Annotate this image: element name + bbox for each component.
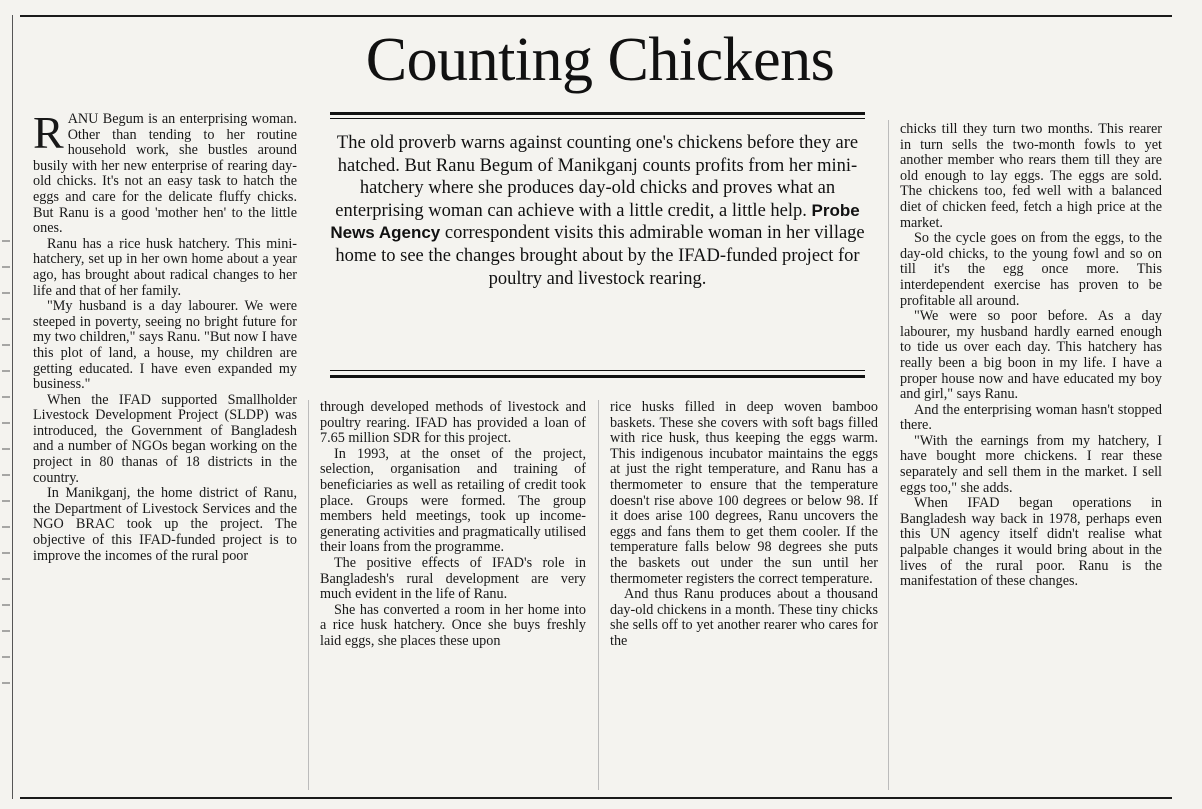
- column4-paragraph-1: chicks till they turn two months. This rearer in turn sells the two-month fowls to yet another member who rears them till they are old enough to lay eggs. The eggs are sold. The chickens too, fed well with a balanced diet of chicken feed, fetch a high price at the market.: [900, 121, 1162, 231]
- page-left-margin-line: [12, 15, 13, 799]
- column-gutter-1: [308, 400, 309, 790]
- deck-rule-bottom-thin: [330, 370, 865, 371]
- article-deck: [330, 132, 865, 290]
- column4-paragraph-3: "We were so poor before. As a day labourer, my husband hardly earned enough to tide us over each day. This hatchery has really been a big boon in my life. I have a proper house now and have educated my boy and girl," says Ranu.: [900, 308, 1162, 403]
- column3-paragraph-1: rice husks filled in deep woven bamboo baskets. These she covers with soft bags filled with rice husk, thus keeping the eggs warm. This indigenous incubator maintains the eggs at just the right temperature, and Ranu has a thermometer to ensure that the temperature doesn't rise above 100 degrees or below 98. If it does arise 100 degrees, Ranu uncovers the eggs and fans them to get them cooler. If the temperature falls below 98 degrees she puts the baskets out under the sun until her thermometer registers the correct temperature.: [610, 399, 878, 587]
- column2-paragraph-3: The positive effects of IFAD's role in Bangladesh's rural development are very much evident in the life of Ranu.: [320, 554, 586, 603]
- column4-paragraph-4: And the enterprising woman hasn't stopped there.: [900, 401, 1162, 434]
- column3-paragraph-2: And thus Ranu produces about a thousand day-old chickens in a month. These tiny chicks she sells off to yet another rearer who cares for the: [610, 586, 878, 649]
- article-column-4: [900, 122, 1162, 590]
- column-gutter-2: [598, 400, 599, 790]
- deck-agency-name: Probe News Agency: [330, 200, 860, 243]
- column1-paragraph-4: When the IFAD supported Smallholder Livestock Development Project (SLDP) was introduced, the Government of Bangladesh and a number of NGOs began working on the project in 80 thanas of 18 districts in the country.: [33, 391, 297, 486]
- top-rule: [20, 15, 1172, 17]
- article-column-1: [33, 107, 297, 564]
- article-headline: Counting Chickens: [365, 26, 835, 94]
- drop-cap: R: [33, 107, 64, 158]
- adjacent-column-residue: [2, 240, 10, 700]
- deck-text-tail: correspondent visits this admirable woman in her village home to see the changes brought about by the IFAD-funded project for poultry and livestock rearing.: [335, 223, 865, 289]
- column2-paragraph-2: In 1993, at the onset of the project, selection, organisation and training of beneficiaries as well as retailing of credit took place. Groups were formed. The group members held meetings, took up income-generating activities and pragmatically utilised their loans from the programme.: [320, 445, 586, 556]
- deck-rule-bottom-thick: [330, 375, 865, 378]
- column4-paragraph-5: "With the earnings from my hatchery, I have bought more chickens. I rear these separately and sell them in the market. I sell eggs too," she adds.: [900, 432, 1162, 496]
- deck-rule-top-thin: [330, 118, 865, 119]
- column4-paragraph-2: So the cycle goes on from the eggs, to the day-old chicks, to the young fowl and so on till it's the egg once more. This interdependent exercise has proven to be profitable all around.: [900, 230, 1162, 309]
- article-column-3: [610, 400, 878, 650]
- bottom-rule: [20, 797, 1172, 799]
- column1-paragraph-1: [33, 107, 297, 237]
- deck-rule-top-thick: [330, 112, 865, 115]
- column1-paragraph-3: "My husband is a day labourer. We were steeped in poverty, seeing no bright future for my two children," says Ranu. "But now I have this plot of land, a house, my children are getting educated. I have even expanded my business.": [33, 298, 297, 393]
- column-gutter-3: [888, 120, 889, 790]
- column2-paragraph-4: She has converted a room in her home into a rice husk hatchery. Once she buys freshly laid eggs, she places these upon: [320, 601, 586, 649]
- column1-paragraph-1-text: ANU Begum is an enterprising woman. Other than tending to her routine household work, she bustles around busily with her new enterprise of rearing day-old chicks. It's not an easy task to hatch the eggs and care for the delicate fluffy chicks. But Ranu is a good 'mother hen' to the little ones.: [33, 111, 297, 237]
- column1-paragraph-2: Ranu has a rice husk hatchery. This mini-hatchery, set up in her own home about a year ago, has brought about radical changes to her life and that of her family.: [33, 235, 297, 299]
- column4-paragraph-6: When IFAD began operations in Bangladesh way back in 1978, perhaps even this UN agency itself didn't realise what palpable changes it would bring about in the lives of the rural poor. Ranu is the manifestation of these changes.: [900, 495, 1162, 590]
- column2-paragraph-1: through developed methods of livestock and poultry rearing. IFAD has provided a loan of 7.65 million SDR for this project.: [320, 399, 586, 447]
- column1-paragraph-5: In Manikganj, the home district of Ranu, the Department of Livestock Services and the NGO BRAC took up the project. The objective of this IFAD-funded project is to improve the incomes of the rural poor: [33, 485, 297, 564]
- deck-text-lead: The old proverb warns against counting one's chickens before they are hatched. But Ranu Begum of Manikganj counts profits from her mini-hatchery where she produces day-old chicks and proves what an enterprising woman can achieve with a little credit, a little help.: [335, 133, 859, 221]
- article-column-2: [320, 400, 586, 650]
